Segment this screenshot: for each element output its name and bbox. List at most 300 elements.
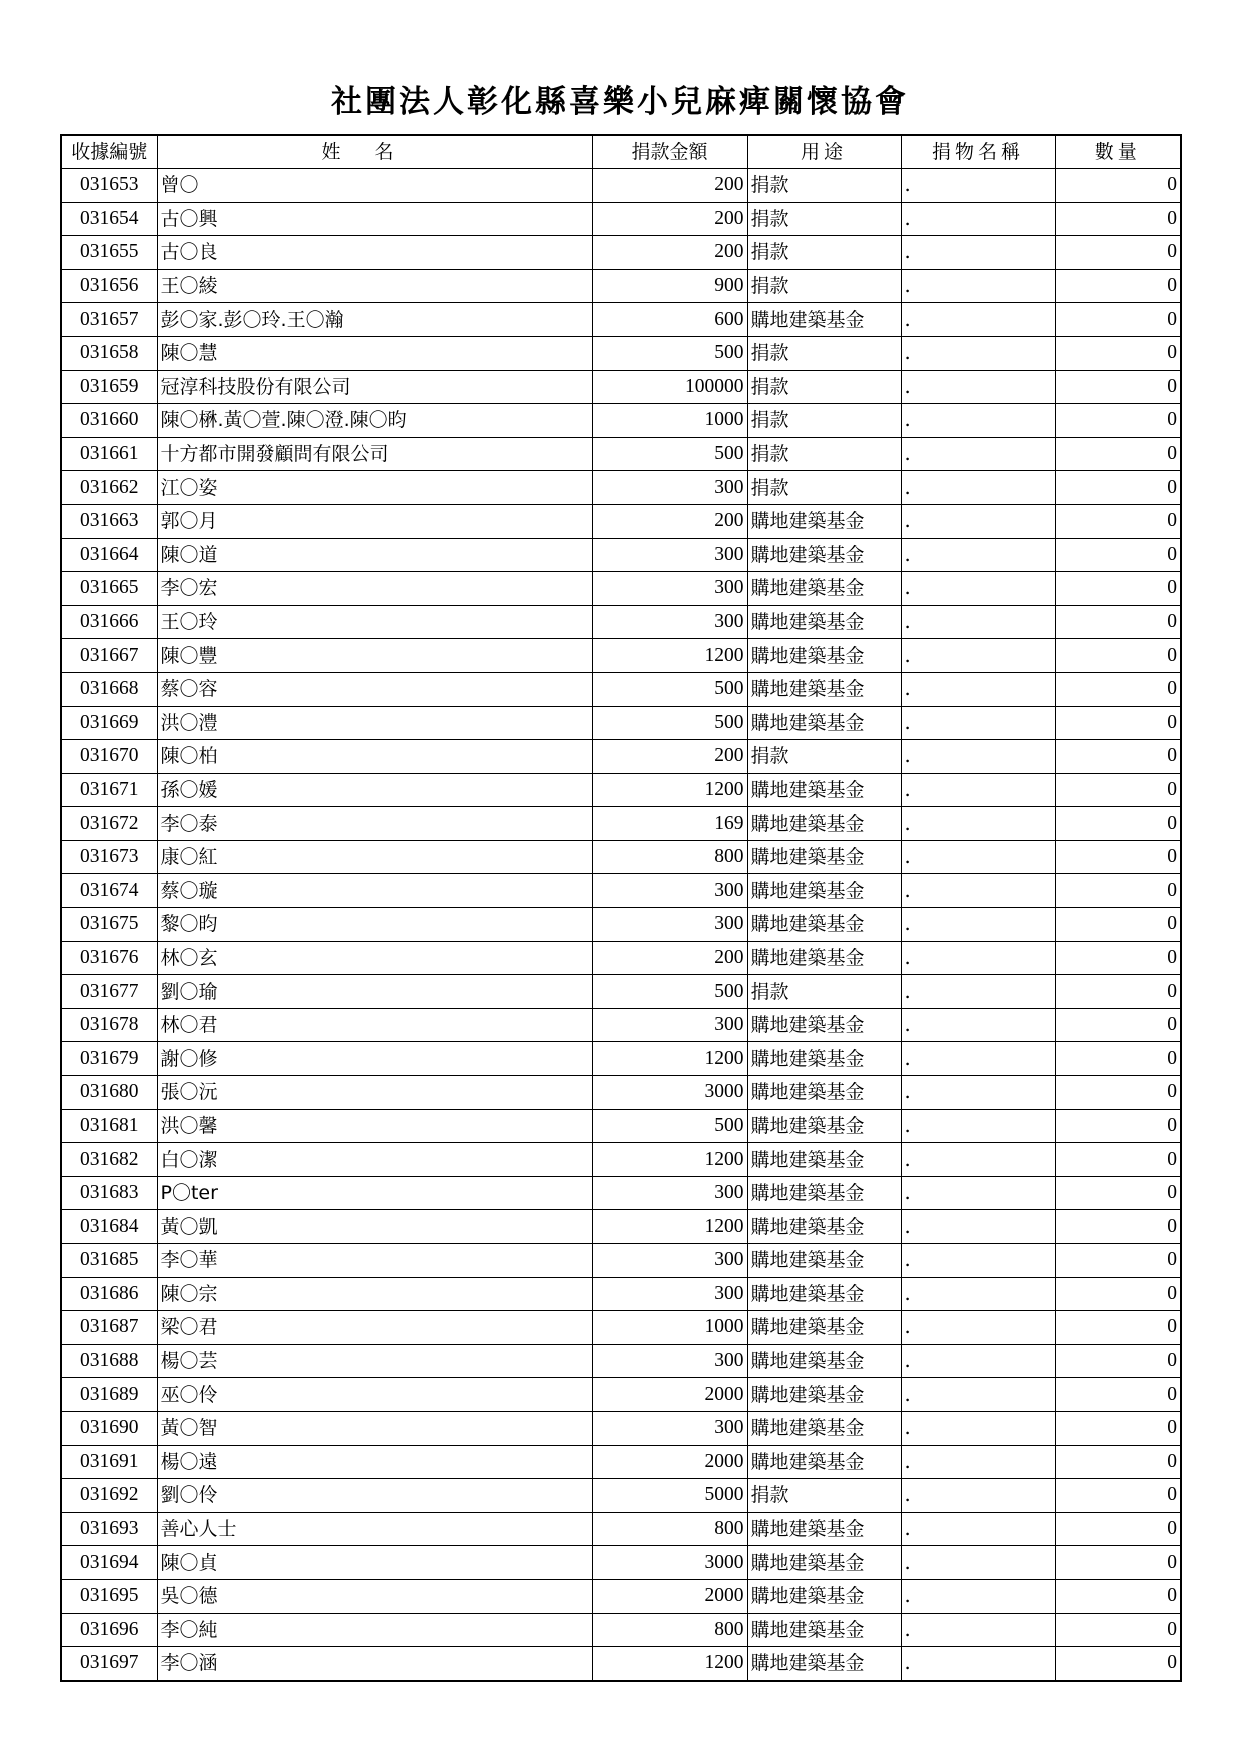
header-receipt-no: 收據編號 [61, 135, 157, 169]
donor-name-cell: 康〇紅 [157, 840, 592, 874]
amount-cell: 200 [592, 740, 747, 774]
quantity-cell: 0 [1055, 908, 1181, 942]
quantity-cell: 0 [1055, 1311, 1181, 1345]
receipt-no-cell: 031676 [61, 941, 157, 975]
donor-name-cell: 陳〇貞 [157, 1546, 592, 1580]
quantity-cell: 0 [1055, 1076, 1181, 1110]
donor-name-cell: 林〇君 [157, 1008, 592, 1042]
item-name-cell: . [901, 1479, 1055, 1513]
purpose-cell: 購地建築基金 [747, 1210, 901, 1244]
purpose-cell: 購地建築基金 [747, 773, 901, 807]
item-name-cell: . [901, 1546, 1055, 1580]
receipt-no-cell: 031667 [61, 639, 157, 673]
quantity-cell: 0 [1055, 1344, 1181, 1378]
quantity-cell: 0 [1055, 1445, 1181, 1479]
amount-cell: 169 [592, 807, 747, 841]
amount-cell: 800 [592, 1512, 747, 1546]
amount-cell: 300 [592, 908, 747, 942]
quantity-cell: 0 [1055, 807, 1181, 841]
item-name-cell: . [901, 706, 1055, 740]
quantity-cell: 0 [1055, 605, 1181, 639]
donor-name-cell: 彭〇家.彭〇玲.王〇瀚 [157, 303, 592, 337]
item-name-cell: . [901, 1311, 1055, 1345]
receipt-no-cell: 031686 [61, 1277, 157, 1311]
amount-cell: 500 [592, 672, 747, 706]
donor-name-cell: 郭〇月 [157, 504, 592, 538]
quantity-cell: 0 [1055, 303, 1181, 337]
donor-name-cell: 冠淳科技股份有限公司 [157, 370, 592, 404]
donor-name-cell: 陳〇道 [157, 538, 592, 572]
receipt-no-cell: 031657 [61, 303, 157, 337]
donor-name-cell: 陳〇豐 [157, 639, 592, 673]
amount-cell: 2000 [592, 1579, 747, 1613]
receipt-no-cell: 031697 [61, 1647, 157, 1681]
table-row [61, 740, 1181, 774]
purpose-cell: 購地建築基金 [747, 538, 901, 572]
table-row [61, 1411, 1181, 1445]
item-name-cell: . [901, 740, 1055, 774]
item-name-cell: . [901, 941, 1055, 975]
receipt-no-cell: 031660 [61, 404, 157, 438]
header-item-name: 捐物名稱 [901, 135, 1055, 169]
item-name-cell: . [901, 1445, 1055, 1479]
item-name-cell: . [901, 672, 1055, 706]
table-row [61, 1109, 1181, 1143]
item-name-cell: . [901, 908, 1055, 942]
table-row [61, 874, 1181, 908]
purpose-cell: 購地建築基金 [747, 1512, 901, 1546]
receipt-no-cell: 031666 [61, 605, 157, 639]
table-row [61, 672, 1181, 706]
amount-cell: 500 [592, 706, 747, 740]
quantity-cell: 0 [1055, 572, 1181, 606]
receipt-no-cell: 031663 [61, 504, 157, 538]
purpose-cell: 捐款 [747, 740, 901, 774]
amount-cell: 200 [592, 202, 747, 236]
table-row [61, 1579, 1181, 1613]
item-name-cell: . [901, 1210, 1055, 1244]
item-name-cell: . [901, 370, 1055, 404]
item-name-cell: . [901, 874, 1055, 908]
receipt-no-cell: 031654 [61, 202, 157, 236]
quantity-cell: 0 [1055, 1143, 1181, 1177]
amount-cell: 300 [592, 471, 747, 505]
purpose-cell: 捐款 [747, 1479, 901, 1513]
item-name-cell: . [901, 504, 1055, 538]
item-name-cell: . [901, 1613, 1055, 1647]
item-name-cell: . [901, 437, 1055, 471]
table-row [61, 1344, 1181, 1378]
receipt-no-cell: 031687 [61, 1311, 157, 1345]
amount-cell: 500 [592, 336, 747, 370]
item-name-cell: . [901, 1344, 1055, 1378]
table-row [61, 975, 1181, 1009]
purpose-cell: 購地建築基金 [747, 572, 901, 606]
quantity-cell: 0 [1055, 1479, 1181, 1513]
item-name-cell: . [901, 807, 1055, 841]
receipt-no-cell: 031675 [61, 908, 157, 942]
item-name-cell: . [901, 773, 1055, 807]
item-name-cell: . [901, 1244, 1055, 1278]
receipt-no-cell: 031678 [61, 1008, 157, 1042]
purpose-cell: 購地建築基金 [747, 639, 901, 673]
table-row [61, 269, 1181, 303]
purpose-cell: 購地建築基金 [747, 1411, 901, 1445]
receipt-no-cell: 031681 [61, 1109, 157, 1143]
purpose-cell: 購地建築基金 [747, 1042, 901, 1076]
purpose-cell: 捐款 [747, 236, 901, 270]
donor-name-cell: 張〇沅 [157, 1076, 592, 1110]
purpose-cell: 購地建築基金 [747, 1579, 901, 1613]
purpose-cell: 捐款 [747, 975, 901, 1009]
donor-name-cell: 楊〇芸 [157, 1344, 592, 1378]
quantity-cell: 0 [1055, 202, 1181, 236]
purpose-cell: 捐款 [747, 336, 901, 370]
donor-name-cell: 劉〇伶 [157, 1479, 592, 1513]
table-row [61, 773, 1181, 807]
purpose-cell: 購地建築基金 [747, 1647, 901, 1681]
purpose-cell: 購地建築基金 [747, 1445, 901, 1479]
receipt-no-cell: 031658 [61, 336, 157, 370]
quantity-cell: 0 [1055, 471, 1181, 505]
receipt-no-cell: 031680 [61, 1076, 157, 1110]
table-row [61, 1479, 1181, 1513]
quantity-cell: 0 [1055, 1378, 1181, 1412]
receipt-no-cell: 031662 [61, 471, 157, 505]
donor-name-cell: 王〇綾 [157, 269, 592, 303]
item-name-cell: . [901, 269, 1055, 303]
quantity-cell: 0 [1055, 1277, 1181, 1311]
purpose-cell: 捐款 [747, 370, 901, 404]
amount-cell: 5000 [592, 1479, 747, 1513]
amount-cell: 800 [592, 840, 747, 874]
table-row [61, 538, 1181, 572]
donor-name-cell: 劉〇瑜 [157, 975, 592, 1009]
amount-cell: 300 [592, 572, 747, 606]
quantity-cell: 0 [1055, 169, 1181, 203]
donor-name-cell: 李〇宏 [157, 572, 592, 606]
receipt-no-cell: 031671 [61, 773, 157, 807]
purpose-cell: 購地建築基金 [747, 1076, 901, 1110]
receipt-no-cell: 031684 [61, 1210, 157, 1244]
purpose-cell: 捐款 [747, 169, 901, 203]
donor-name-cell: 古〇興 [157, 202, 592, 236]
item-name-cell: . [901, 572, 1055, 606]
purpose-cell: 購地建築基金 [747, 1311, 901, 1345]
quantity-cell: 0 [1055, 874, 1181, 908]
quantity-cell: 0 [1055, 1176, 1181, 1210]
donor-name-cell: 蔡〇容 [157, 672, 592, 706]
quantity-cell: 0 [1055, 1109, 1181, 1143]
item-name-cell: . [901, 1109, 1055, 1143]
amount-cell: 200 [592, 504, 747, 538]
donor-name-cell: 曾〇 [157, 169, 592, 203]
donor-name-cell: 李〇涵 [157, 1647, 592, 1681]
receipt-no-cell: 031674 [61, 874, 157, 908]
donor-name-cell: 善心人士 [157, 1512, 592, 1546]
purpose-cell: 購地建築基金 [747, 1109, 901, 1143]
item-name-cell: . [901, 1647, 1055, 1681]
amount-cell: 600 [592, 303, 747, 337]
receipt-no-cell: 031653 [61, 169, 157, 203]
table-row [61, 1143, 1181, 1177]
quantity-cell: 0 [1055, 1008, 1181, 1042]
amount-cell: 500 [592, 1109, 747, 1143]
item-name-cell: . [901, 1411, 1055, 1445]
receipt-no-cell: 031688 [61, 1344, 157, 1378]
table-row [61, 336, 1181, 370]
quantity-cell: 0 [1055, 1546, 1181, 1580]
header-purpose: 用途 [747, 135, 901, 169]
quantity-cell: 0 [1055, 269, 1181, 303]
purpose-cell: 購地建築基金 [747, 605, 901, 639]
header-amount: 捐款金額 [592, 135, 747, 169]
item-name-cell: . [901, 1042, 1055, 1076]
amount-cell: 300 [592, 1411, 747, 1445]
quantity-cell: 0 [1055, 1613, 1181, 1647]
receipt-no-cell: 031672 [61, 807, 157, 841]
table-row [61, 1378, 1181, 1412]
table-row [61, 1647, 1181, 1681]
donor-name-cell: P〇ter [157, 1176, 592, 1210]
quantity-cell: 0 [1055, 1411, 1181, 1445]
item-name-cell: . [901, 1076, 1055, 1110]
item-name-cell: . [901, 840, 1055, 874]
purpose-cell: 購地建築基金 [747, 807, 901, 841]
amount-cell: 300 [592, 1244, 747, 1278]
receipt-no-cell: 031689 [61, 1378, 157, 1412]
donor-name-cell: 林〇玄 [157, 941, 592, 975]
table-row [61, 437, 1181, 471]
purpose-cell: 購地建築基金 [747, 1378, 901, 1412]
table-header-row [61, 135, 1181, 169]
item-name-cell: . [901, 404, 1055, 438]
quantity-cell: 0 [1055, 706, 1181, 740]
receipt-no-cell: 031656 [61, 269, 157, 303]
receipt-no-cell: 031696 [61, 1613, 157, 1647]
amount-cell: 1000 [592, 404, 747, 438]
receipt-no-cell: 031665 [61, 572, 157, 606]
donor-name-cell: 黎〇昀 [157, 908, 592, 942]
item-name-cell: . [901, 1008, 1055, 1042]
receipt-no-cell: 031679 [61, 1042, 157, 1076]
receipt-no-cell: 031659 [61, 370, 157, 404]
table-row [61, 840, 1181, 874]
donor-name-cell: 李〇華 [157, 1244, 592, 1278]
table-row [61, 236, 1181, 270]
quantity-cell: 0 [1055, 639, 1181, 673]
amount-cell: 3000 [592, 1546, 747, 1580]
table-row [61, 1042, 1181, 1076]
purpose-cell: 購地建築基金 [747, 303, 901, 337]
donor-name-cell: 陳〇慧 [157, 336, 592, 370]
table-row [61, 1613, 1181, 1647]
purpose-cell: 捐款 [747, 471, 901, 505]
donor-name-cell: 孫〇媛 [157, 773, 592, 807]
item-name-cell: . [901, 639, 1055, 673]
table-row [61, 471, 1181, 505]
purpose-cell: 捐款 [747, 202, 901, 236]
purpose-cell: 購地建築基金 [747, 1613, 901, 1647]
table-row [61, 1546, 1181, 1580]
quantity-cell: 0 [1055, 1579, 1181, 1613]
donor-name-cell: 洪〇馨 [157, 1109, 592, 1143]
purpose-cell: 捐款 [747, 437, 901, 471]
purpose-cell: 購地建築基金 [747, 1277, 901, 1311]
page-title: 社團法人彰化縣喜樂小兒麻痺關懷協會 [331, 84, 909, 120]
table-row [61, 1008, 1181, 1042]
receipt-no-cell: 031661 [61, 437, 157, 471]
quantity-cell: 0 [1055, 336, 1181, 370]
quantity-cell: 0 [1055, 538, 1181, 572]
item-name-cell: . [901, 605, 1055, 639]
amount-cell: 200 [592, 941, 747, 975]
item-name-cell: . [901, 1579, 1055, 1613]
donor-name-cell: 梁〇君 [157, 1311, 592, 1345]
purpose-cell: 購地建築基金 [747, 1176, 901, 1210]
purpose-cell: 購地建築基金 [747, 908, 901, 942]
table-row [61, 1277, 1181, 1311]
donor-name-cell: 黃〇智 [157, 1411, 592, 1445]
table-row [61, 706, 1181, 740]
quantity-cell: 0 [1055, 370, 1181, 404]
receipt-no-cell: 031668 [61, 672, 157, 706]
item-name-cell: . [901, 1176, 1055, 1210]
item-name-cell: . [901, 1143, 1055, 1177]
amount-cell: 300 [592, 1176, 747, 1210]
header-name: 姓名 [157, 135, 592, 169]
amount-cell: 1200 [592, 639, 747, 673]
item-name-cell: . [901, 236, 1055, 270]
amount-cell: 1200 [592, 1042, 747, 1076]
amount-cell: 300 [592, 1008, 747, 1042]
amount-cell: 900 [592, 269, 747, 303]
amount-cell: 1200 [592, 1647, 747, 1681]
donor-name-cell: 巫〇伶 [157, 1378, 592, 1412]
purpose-cell: 購地建築基金 [747, 504, 901, 538]
table-row [61, 605, 1181, 639]
amount-cell: 1200 [592, 1143, 747, 1177]
receipt-no-cell: 031690 [61, 1411, 157, 1445]
table-row [61, 1311, 1181, 1345]
table-row [61, 1210, 1181, 1244]
header-quantity: 數量 [1055, 135, 1181, 169]
quantity-cell: 0 [1055, 504, 1181, 538]
table-row [61, 1076, 1181, 1110]
item-name-cell: . [901, 1512, 1055, 1546]
donor-name-cell: 李〇純 [157, 1613, 592, 1647]
receipt-no-cell: 031683 [61, 1176, 157, 1210]
donor-name-cell: 古〇良 [157, 236, 592, 270]
table-row [61, 1176, 1181, 1210]
donor-name-cell: 楊〇遠 [157, 1445, 592, 1479]
donor-name-cell: 陳〇柏 [157, 740, 592, 774]
receipt-no-cell: 031691 [61, 1445, 157, 1479]
receipt-no-cell: 031693 [61, 1512, 157, 1546]
table-row [61, 1512, 1181, 1546]
quantity-cell: 0 [1055, 1210, 1181, 1244]
receipt-no-cell: 031673 [61, 840, 157, 874]
receipt-no-cell: 031685 [61, 1244, 157, 1278]
donor-name-cell: 洪〇澧 [157, 706, 592, 740]
receipt-no-cell: 031692 [61, 1479, 157, 1513]
quantity-cell: 0 [1055, 437, 1181, 471]
amount-cell: 3000 [592, 1076, 747, 1110]
quantity-cell: 0 [1055, 672, 1181, 706]
donor-name-cell: 十方都市開發顧問有限公司 [157, 437, 592, 471]
table-row [61, 572, 1181, 606]
quantity-cell: 0 [1055, 1512, 1181, 1546]
purpose-cell: 購地建築基金 [747, 1244, 901, 1278]
donor-name-cell: 江〇姿 [157, 471, 592, 505]
donor-name-cell: 陳〇宗 [157, 1277, 592, 1311]
purpose-cell: 捐款 [747, 269, 901, 303]
receipt-no-cell: 031655 [61, 236, 157, 270]
donor-name-cell: 李〇泰 [157, 807, 592, 841]
table-row [61, 941, 1181, 975]
quantity-cell: 0 [1055, 236, 1181, 270]
amount-cell: 200 [592, 169, 747, 203]
donor-name-cell: 吳〇德 [157, 1579, 592, 1613]
donation-table [60, 134, 1182, 1682]
donor-name-cell: 蔡〇璇 [157, 874, 592, 908]
amount-cell: 300 [592, 1344, 747, 1378]
amount-cell: 100000 [592, 370, 747, 404]
table-row [61, 169, 1181, 203]
table-row [61, 370, 1181, 404]
item-name-cell: . [901, 1378, 1055, 1412]
purpose-cell: 捐款 [747, 404, 901, 438]
amount-cell: 500 [592, 437, 747, 471]
amount-cell: 800 [592, 1613, 747, 1647]
receipt-no-cell: 031670 [61, 740, 157, 774]
amount-cell: 300 [592, 605, 747, 639]
purpose-cell: 購地建築基金 [747, 840, 901, 874]
item-name-cell: . [901, 538, 1055, 572]
item-name-cell: . [901, 1277, 1055, 1311]
quantity-cell: 0 [1055, 404, 1181, 438]
table-row [61, 639, 1181, 673]
purpose-cell: 購地建築基金 [747, 874, 901, 908]
quantity-cell: 0 [1055, 975, 1181, 1009]
purpose-cell: 購地建築基金 [747, 1143, 901, 1177]
amount-cell: 300 [592, 874, 747, 908]
amount-cell: 2000 [592, 1378, 747, 1412]
item-name-cell: . [901, 975, 1055, 1009]
purpose-cell: 購地建築基金 [747, 706, 901, 740]
donor-name-cell: 王〇玲 [157, 605, 592, 639]
donor-name-cell: 陳〇楙.黃〇萱.陳〇澄.陳〇昀 [157, 404, 592, 438]
donor-name-cell: 黃〇凱 [157, 1210, 592, 1244]
amount-cell: 200 [592, 236, 747, 270]
item-name-cell: . [901, 202, 1055, 236]
quantity-cell: 0 [1055, 740, 1181, 774]
table-row [61, 202, 1181, 236]
donor-name-cell: 白〇潔 [157, 1143, 592, 1177]
amount-cell: 300 [592, 538, 747, 572]
table-row [61, 1244, 1181, 1278]
purpose-cell: 購地建築基金 [747, 941, 901, 975]
receipt-no-cell: 031694 [61, 1546, 157, 1580]
table-row [61, 1445, 1181, 1479]
receipt-no-cell: 031677 [61, 975, 157, 1009]
quantity-cell: 0 [1055, 773, 1181, 807]
amount-cell: 300 [592, 1277, 747, 1311]
purpose-cell: 購地建築基金 [747, 1344, 901, 1378]
donor-name-cell: 謝〇修 [157, 1042, 592, 1076]
table-row [61, 303, 1181, 337]
amount-cell: 500 [592, 975, 747, 1009]
